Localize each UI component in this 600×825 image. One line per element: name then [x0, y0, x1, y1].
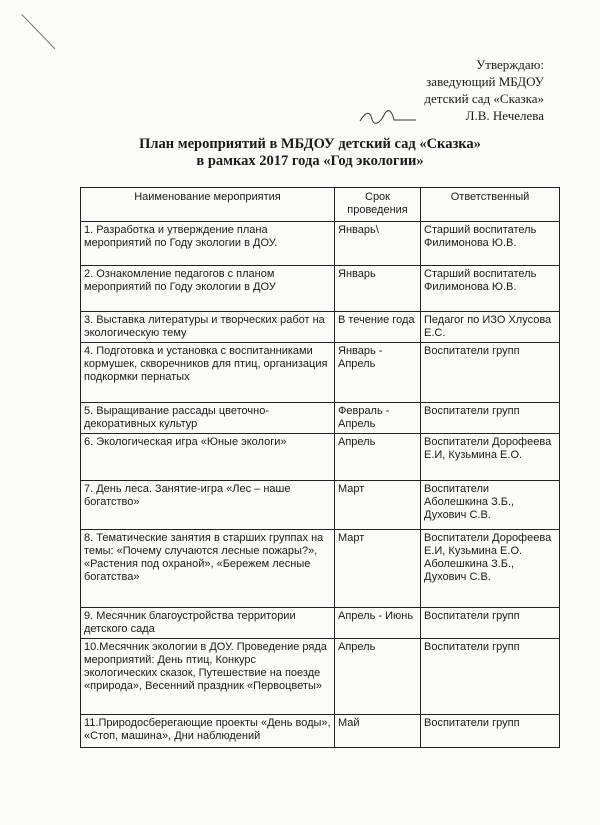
table-row: [81, 434, 560, 481]
table-row: [81, 481, 560, 530]
signature-icon: [358, 109, 418, 125]
responsible-cell: Воспитатели групп: [421, 639, 560, 715]
document-title: [60, 136, 560, 170]
period-cell: Март: [335, 530, 421, 608]
scan-artifact-line: [21, 14, 55, 49]
event-cell: 9. Месячник благоустройства территории детского сада: [81, 608, 335, 639]
header-period: Срок проведения: [335, 188, 421, 222]
table-row: [81, 403, 560, 434]
approval-line-3: детский сад «Сказка»: [424, 91, 544, 106]
responsible-cell: Воспитатели групп: [421, 343, 560, 403]
period-cell: Март: [335, 481, 421, 530]
table-row: [81, 266, 560, 312]
responsible-cell: Старший воспитатель Филимонова Ю.В.: [421, 266, 560, 312]
title-line-1: План мероприятий в МБДОУ детский сад «Сказка»: [139, 136, 481, 152]
responsible-cell: Воспитатели групп: [421, 608, 560, 639]
responsible-cell: Воспитатели Дорофеева Е.И, Кузьмина Е.О.: [421, 434, 560, 481]
event-cell: 3. Выставка литературы и творческих работ на экологическую тему: [81, 312, 335, 343]
table-row: [81, 639, 560, 715]
table-row: [81, 222, 560, 266]
period-cell: Май: [335, 715, 421, 748]
responsible-cell: Педагог по ИЗО Хлусова Е.С.: [421, 312, 560, 343]
period-cell: Апрель: [335, 434, 421, 481]
responsible-cell: Воспитатели групп: [421, 715, 560, 748]
table-row: [81, 343, 560, 403]
responsible-cell: Воспитатели Аболешкина З.Б., Духович С.В.: [421, 481, 560, 530]
responsible-cell: Воспитатели Дорофеева Е.И, Кузьмина Е.О. Аболешкина З.Б., Духович С.В.: [421, 530, 560, 608]
event-cell: 7. День леса. Занятие-игра «Лес – наше богатство»: [81, 481, 335, 530]
table-row: [81, 530, 560, 608]
event-cell: 8. Тематические занятия в старших группах на темы: «Почему случаются лесные пожары?», «Растения под охраной», «Бережем лесные богатства»: [81, 530, 335, 608]
approval-block: [424, 56, 544, 124]
table-row: [81, 715, 560, 748]
approval-signature-line: [424, 107, 544, 124]
period-cell: Январь - Апрель: [335, 343, 421, 403]
table-row: [81, 312, 560, 343]
event-cell: 10.Месячник экологии в ДОУ. Проведение ряда мероприятий: День птиц, Конкурс экологических сказок, Путешествие на поезде «природа», Весенний праздник «Первоцветы»: [81, 639, 335, 715]
approval-line-4: Л.В. Нечелева: [465, 108, 544, 123]
period-cell: Апрель: [335, 639, 421, 715]
period-cell: В течение года: [335, 312, 421, 343]
period-cell: Январь\: [335, 222, 421, 266]
event-cell: 6. Экологическая игра «Юные экологи»: [81, 434, 335, 481]
event-cell: 4. Подготовка и установка с воспитанниками кормушек, скворечников для птиц, организация подкормки пернатых: [81, 343, 335, 403]
header-responsible: Ответственный: [421, 188, 560, 222]
title-line-2: в рамках 2017 года «Год экологии»: [196, 153, 424, 169]
period-cell: Апрель - Июнь: [335, 608, 421, 639]
event-cell: 1. Разработка и утверждение плана мероприятий по Году экологии в ДОУ.: [81, 222, 335, 266]
event-cell: 5. Выращивание рассады цветочно-декоративных культур: [81, 403, 335, 434]
header-event: Наименование мероприятия: [81, 188, 335, 222]
period-cell: Январь: [335, 266, 421, 312]
table-header-row: [81, 188, 560, 222]
responsible-cell: Старший воспитатель Филимонова Ю.В.: [421, 222, 560, 266]
responsible-cell: Воспитатели групп: [421, 403, 560, 434]
approval-line-1: Утверждаю:: [476, 57, 544, 72]
approval-line-2: заведующий МБДОУ: [426, 74, 544, 89]
period-cell: Февраль - Апрель: [335, 403, 421, 434]
event-cell: 2. Ознакомление педагогов с планом мероприятий по Году экологии в ДОУ: [81, 266, 335, 312]
table-row: [81, 608, 560, 639]
events-table: [80, 187, 560, 748]
event-cell: 11.Природосберегающие проекты «День воды», «Стоп, машина», Дни наблюдений: [81, 715, 335, 748]
